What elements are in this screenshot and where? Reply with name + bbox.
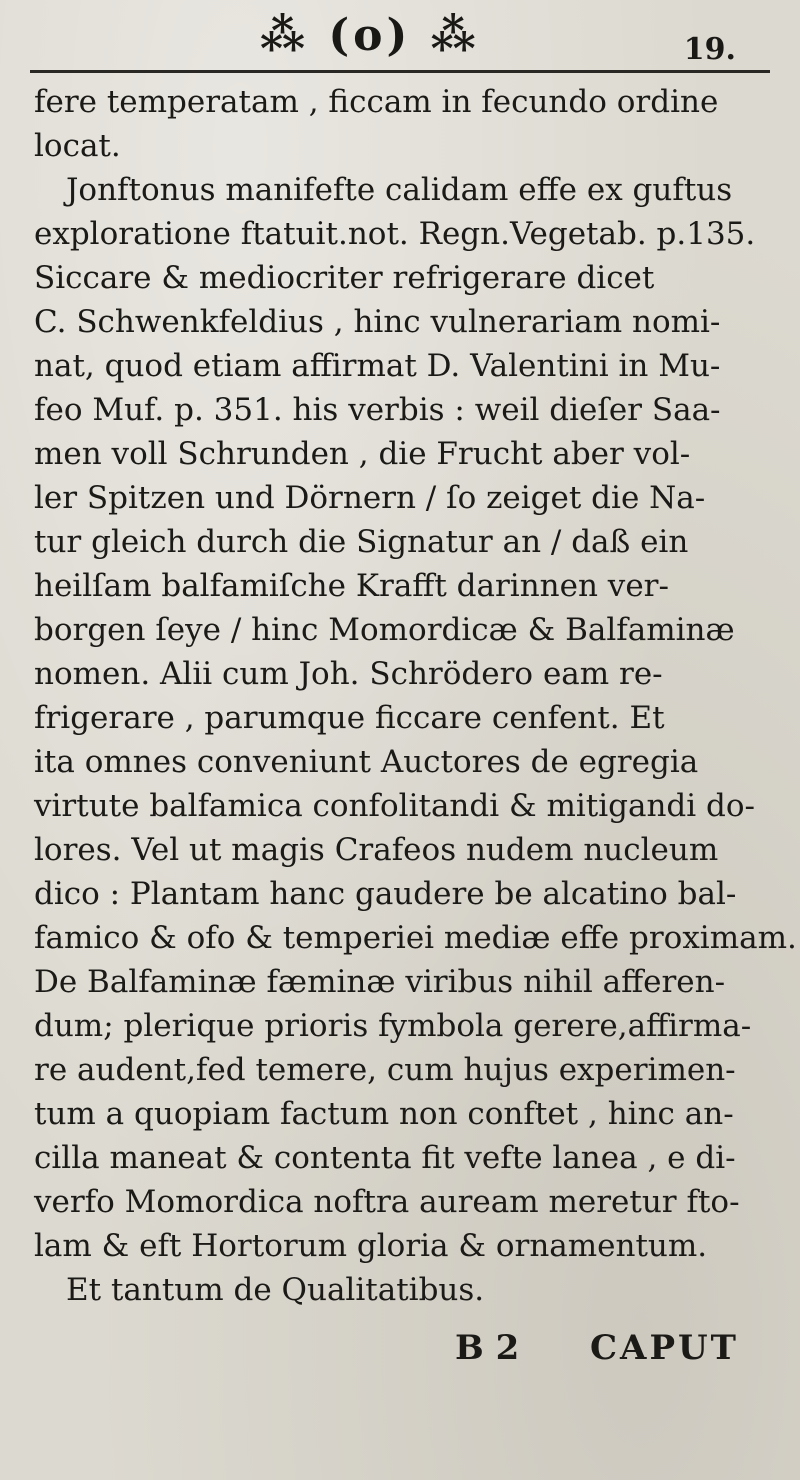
- text-line: feo Muf. p. 351. his verbis : weil dieſer Saa-: [34, 392, 721, 428]
- signature-mark: B 2: [455, 1328, 520, 1368]
- text-line: famico & ofo & temperiei mediæ effe proximam.: [34, 920, 797, 956]
- page-number: 19.: [683, 32, 736, 67]
- text-line: exploratione ftatuit.not. Regn.Vegetab. p.135.: [34, 216, 756, 252]
- text-line: locat.: [34, 128, 121, 164]
- text-line: Siccare & mediocriter refrigerare dicet: [34, 260, 655, 296]
- header-rule: [30, 70, 770, 73]
- text-line: fere temperatam , ficcam in fecundo ordine: [34, 84, 719, 120]
- text-line: C. Schwenkfeldius , hinc vulnerariam nomi-: [34, 304, 721, 340]
- text-line: Jonftonus manifefte calidam effe ex guftus: [66, 172, 733, 208]
- text-line: nat, quod etiam affirmat D. Valentini in Mu-: [34, 348, 721, 384]
- text-line: heilſam balfamiſche Krafft darinnen ver-: [34, 568, 669, 604]
- text-line: De Balfaminæ fæminæ viribus nihil afferen-: [34, 964, 726, 1000]
- text-line: Et tantum de Qualitatibus.: [66, 1272, 485, 1308]
- text-line: frigerare , parumque ficcare cenfent. Et: [34, 700, 665, 736]
- text-line: nomen. Alii cum Joh. Schrödero eam re-: [34, 656, 663, 692]
- text-line: ler Spitzen und Dörnern / ſo zeiget die Na-: [34, 480, 706, 516]
- text-line: borgen ſeye / hinc Momordicæ & Balfaminæ: [34, 612, 735, 648]
- text-line: dico : Plantam hanc gaudere be alcatino bal-: [34, 876, 737, 912]
- text-line: lam & eft Hortorum gloria & ornamentum.: [34, 1228, 708, 1264]
- text-line: ita omnes conveniunt Auctores de egregia: [34, 744, 699, 780]
- body-text: [34, 80, 797, 1312]
- text-line: tur gleich durch die Signatur an / daß ein: [34, 524, 689, 560]
- catchword: CAPUT: [590, 1328, 739, 1368]
- text-line: tum a quopiam factum non conftet , hinc an-: [34, 1096, 734, 1132]
- header-ornament: ⁂ (o) ⁂: [260, 10, 480, 61]
- text-line: virtute balfamica confolitandi & mitigandi do-: [34, 788, 756, 824]
- text-line: verfo Momordica noftra auream meretur fto-: [34, 1184, 740, 1220]
- text-line: cilla maneat & contenta fit vefte lanea , e di-: [34, 1140, 736, 1176]
- text-line: re audent,fed temere, cum hujus experimen-: [34, 1052, 736, 1088]
- text-line: lores. Vel ut magis Crafeos nudem nucleum: [34, 832, 719, 868]
- text-line: men voll Schrunden , die Frucht aber vol-: [34, 436, 691, 472]
- page-header: [60, 10, 760, 70]
- text-line: dum; plerique prioris fymbola gerere,affirma-: [34, 1008, 752, 1044]
